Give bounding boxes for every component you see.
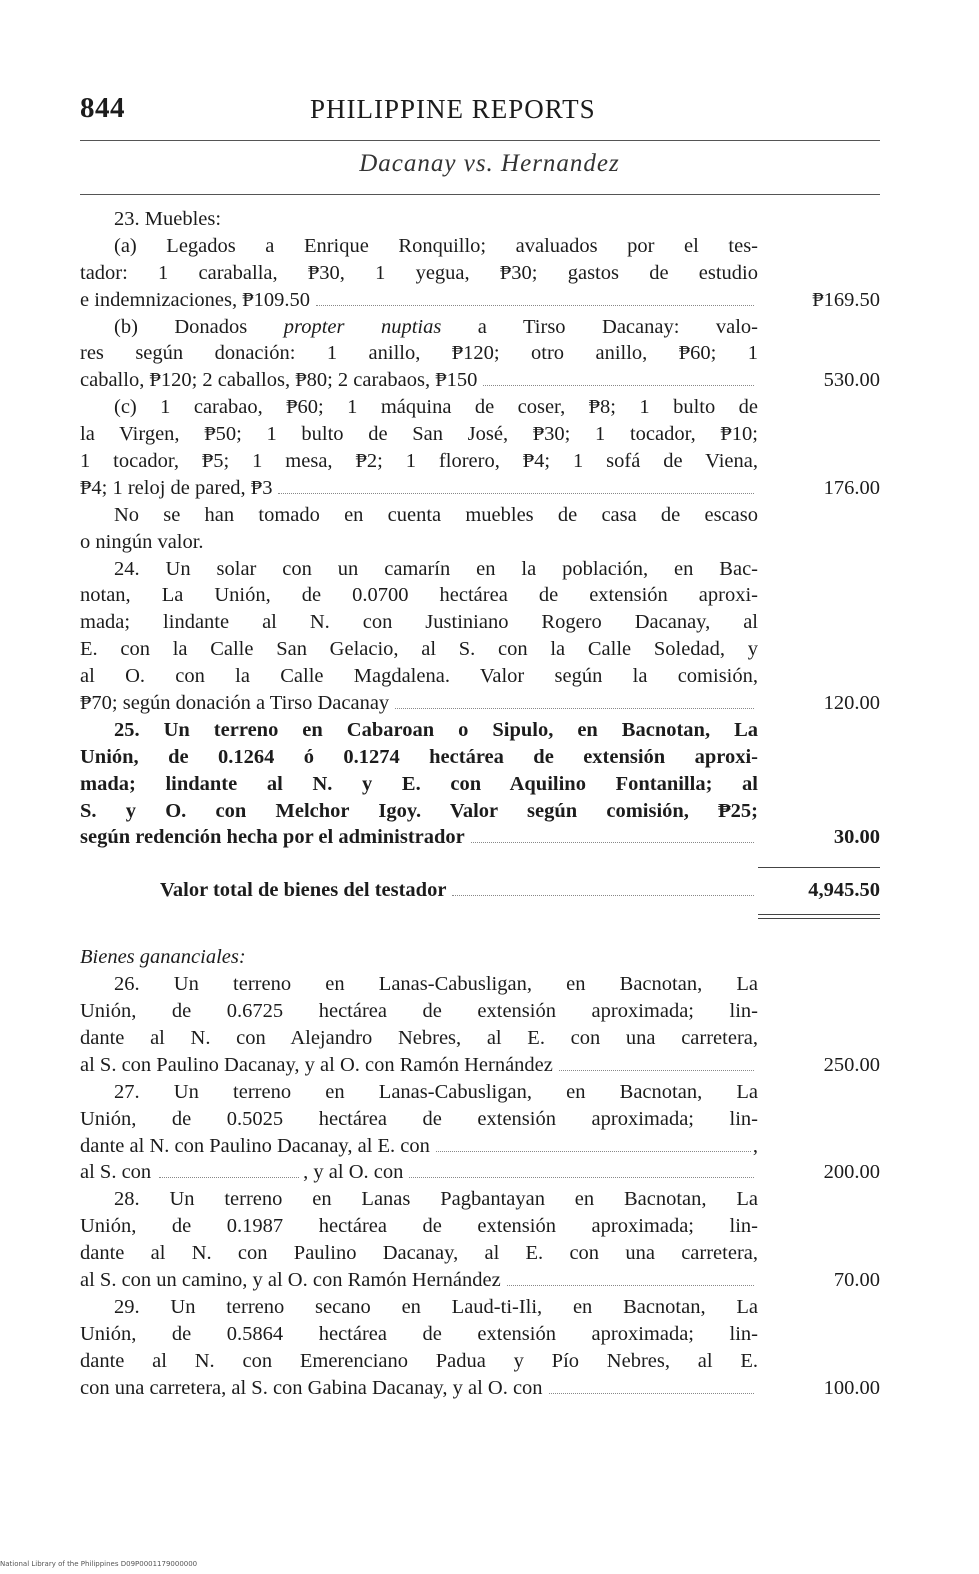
text-line	[80, 944, 880, 971]
text-line	[80, 448, 880, 475]
total-line-leader	[160, 877, 758, 904]
item-23c-line-leader	[80, 475, 758, 502]
text-line	[80, 609, 880, 636]
text-line	[80, 1375, 880, 1402]
item-26-line: 26. Un terreno en Lanas-Cabusligan, en Bacnotan, La	[114, 973, 758, 996]
text-line	[80, 582, 880, 609]
amount: 176.00	[823, 476, 880, 499]
item-27-line-blank	[80, 1133, 758, 1160]
amount: ₱169.50	[812, 288, 880, 311]
text-line	[80, 1186, 880, 1213]
total-double-rule	[80, 904, 880, 944]
page-header	[80, 92, 880, 132]
text-line	[80, 421, 880, 448]
header-rule	[80, 140, 880, 141]
amount: 250.00	[823, 1053, 880, 1076]
blank-dots	[159, 1177, 299, 1178]
item-23b-line	[114, 314, 758, 341]
total-label: Valor total de bienes del testador	[160, 879, 447, 902]
item-24-line: al O. con la Calle Magdalena. Valor según la comisión,	[80, 665, 758, 688]
leader-text: dante al N. con Paulino Dacanay, al E. con	[80, 1134, 430, 1157]
text-line	[80, 1106, 880, 1133]
item-24-line: notan, La Unión, de 0.0700 hectárea de extensión aproxi-	[80, 584, 758, 607]
text-line	[80, 798, 880, 825]
text-line	[80, 1267, 880, 1294]
item-27-line: 27. Un terreno en Lanas-Cabusligan, en Bacnotan, La	[114, 1080, 758, 1103]
dot-leader	[452, 895, 754, 896]
item-23c-line: 1 tocador, ₱5; 1 mesa, ₱2; 1 florero, ₱4; 1 sofá de Viena,	[80, 450, 758, 473]
item-29-line-leader	[80, 1375, 758, 1402]
item-27-line-blank	[80, 1159, 758, 1186]
note-line: o ningún valor.	[80, 530, 204, 553]
dot-leader	[483, 385, 754, 386]
leader-text: e indemnizaciones, ₱109.50	[80, 288, 311, 311]
dot-leader	[409, 1177, 754, 1178]
text-line	[80, 636, 880, 663]
dot-leader	[316, 305, 754, 306]
total-spacer	[80, 851, 880, 877]
leader-text: según redención hecha por el administrador	[80, 826, 465, 849]
text-line	[80, 744, 880, 771]
dot-leader	[278, 493, 754, 494]
total-line	[80, 877, 880, 904]
item-23a-line: (a) Legados a Enrique Ronquillo; avaluados por el tes-	[114, 234, 758, 257]
item-29-line: 29. Un terreno secano en Laud-ti-Ili, en Bacnotan, La	[114, 1295, 758, 1318]
item-24-line-leader	[80, 690, 758, 717]
item-25-line-leader	[80, 824, 758, 851]
text-line	[80, 1052, 880, 1079]
item-25-line: S. y O. con Melchor Igoy. Valor según comisión, ₱25;	[80, 799, 758, 822]
text-line	[80, 717, 880, 744]
item-26-line: Unión, de 0.6725 hectárea de extensión aproximada; lin-	[80, 1000, 758, 1023]
text-line	[80, 824, 880, 851]
item-23b-line-leader	[80, 367, 758, 394]
text-line	[80, 998, 880, 1025]
item-28-line-leader	[80, 1267, 758, 1294]
text-line	[80, 1133, 880, 1160]
text-line	[80, 1348, 880, 1375]
note-line: No se han tomado en cuenta muebles de casa de escaso	[114, 503, 758, 526]
leader-text: con una carretera, al S. con Gabina Dacanay, y al O. con	[80, 1376, 543, 1399]
item-23c-line: (c) 1 carabao, ₱60; 1 máquina de coser, ₱8; 1 bulto de	[114, 396, 758, 419]
text-line	[80, 690, 880, 717]
item-25-line: Unión, de 0.1264 ó 0.1274 hectárea de extensión aproxi-	[80, 745, 758, 768]
leader-text: ₱4; 1 reloj de pared, ₱3	[80, 476, 273, 499]
item-23b-line: res según donación: 1 anillo, ₱120; otro anillo, ₱60; 1	[80, 342, 758, 365]
item-24-line: E. con la Calle San Gelacio, al S. con la Calle Soledad, y	[80, 638, 758, 661]
item-23a-line-leader	[80, 287, 758, 314]
item-24-line: 24. Un solar con un camarín en la población, en Bac-	[114, 557, 758, 580]
footer-scan-id: National Library of the Philippines D09P0001179000000	[0, 1560, 198, 1568]
text-line	[80, 1025, 880, 1052]
blank-dots	[436, 1151, 751, 1152]
latin-phrase: propter nuptias	[283, 315, 442, 338]
text-line	[80, 394, 880, 421]
double-rule-top	[758, 914, 880, 915]
total-top-rule	[758, 867, 880, 868]
item-26-line-leader	[80, 1052, 758, 1079]
item-28-line: 28. Un terreno en Lanas Pagbantayan en Bacnotan, La	[114, 1188, 758, 1211]
text-line	[80, 475, 880, 502]
item-27-line: Unión, de 0.5025 hectárea de extensión aproximada; lin-	[80, 1107, 758, 1130]
text-line	[80, 1294, 880, 1321]
leader-text: al S. con un camino, y al O. con Ramón Hernández	[80, 1268, 501, 1291]
text-line	[80, 1159, 880, 1186]
double-rule-bottom	[758, 918, 880, 919]
text-line	[80, 367, 880, 394]
text-line	[80, 233, 880, 260]
text-line	[80, 314, 880, 341]
item-23a-line: tador: 1 caraballa, ₱30, 1 yegua, ₱30; gastos de estudio	[80, 261, 758, 284]
dot-leader	[549, 1393, 754, 1394]
item-26-line: dante al N. con Alejandro Nebres, al E. con una carretera,	[80, 1026, 758, 1049]
text-line	[80, 556, 880, 583]
amount: 530.00	[823, 369, 880, 392]
dot-leader	[471, 842, 754, 843]
dot-leader	[507, 1285, 754, 1286]
leader-text: al S. con Paulino Dacanay, y al O. con Ramón Hernández	[80, 1053, 553, 1076]
text-line	[80, 971, 880, 998]
text-fragment: ,	[752, 1134, 758, 1157]
item-25-line: mada; lindante al N. y E. con Aquilino Fontanilla; al	[80, 772, 758, 795]
text-line	[80, 529, 880, 556]
text-line	[80, 287, 880, 314]
text-line	[80, 663, 880, 690]
text-fragment: (b) Donados	[114, 315, 284, 338]
item-24-line: mada; lindante al N. con Justiniano Rogero Dacanay, al	[80, 611, 758, 634]
document-body	[80, 206, 880, 1401]
section-heading: Bienes gananciales:	[80, 946, 246, 969]
item-28-line: Unión, de 0.1987 hectárea de extensión aproximada; lin-	[80, 1215, 758, 1238]
running-title: PHILIPPINE REPORTS	[310, 94, 596, 124]
amount: 200.00	[823, 1161, 880, 1184]
subtitle-rule	[80, 194, 880, 195]
total-amount: 4,945.50	[808, 879, 880, 902]
case-title: Dacanay vs. Hernandez	[359, 150, 620, 177]
page-number: 844	[80, 92, 125, 124]
dot-leader	[559, 1070, 754, 1071]
item-29-line: Unión, de 0.5864 hectárea de extensión aproximada; lin-	[80, 1322, 758, 1345]
dot-leader	[395, 708, 754, 709]
text-line	[80, 1213, 880, 1240]
item-29-line: dante al N. con Emerenciano Padua y Pío Nebres, al E.	[80, 1349, 758, 1372]
text-line	[80, 771, 880, 798]
text-line	[80, 1079, 880, 1106]
text-line	[80, 260, 880, 287]
text-line	[80, 340, 880, 367]
amount: 30.00	[833, 826, 880, 849]
item-23c-line: la Virgen, ₱50; 1 bulto de San José, ₱30; 1 tocador, ₱10;	[80, 423, 758, 446]
amount: 100.00	[823, 1376, 880, 1399]
text-line	[80, 1240, 880, 1267]
amount: 70.00	[833, 1268, 880, 1291]
leader-text: caballo, ₱120; 2 caballos, ₱80; 2 carabaos, ₱150	[80, 369, 478, 392]
text-fragment: al S. con	[80, 1161, 152, 1184]
item-25-line: 25. Un terreno en Cabaroan o Sipulo, en Bacnotan, La	[114, 718, 758, 741]
text-line	[80, 502, 880, 529]
amount: 120.00	[823, 692, 880, 715]
item-23-title: 23. Muebles:	[114, 208, 222, 230]
text-line	[80, 1321, 880, 1348]
text-fragment: a Tirso Dacanay: valo-	[441, 315, 758, 338]
leader-text: ₱70; según donación a Tirso Dacanay	[80, 692, 390, 715]
text-line	[80, 206, 880, 233]
text-fragment: , y al O. con	[303, 1161, 404, 1184]
item-28-line: dante al N. con Paulino Dacanay, al E. con una carretera,	[80, 1242, 758, 1265]
